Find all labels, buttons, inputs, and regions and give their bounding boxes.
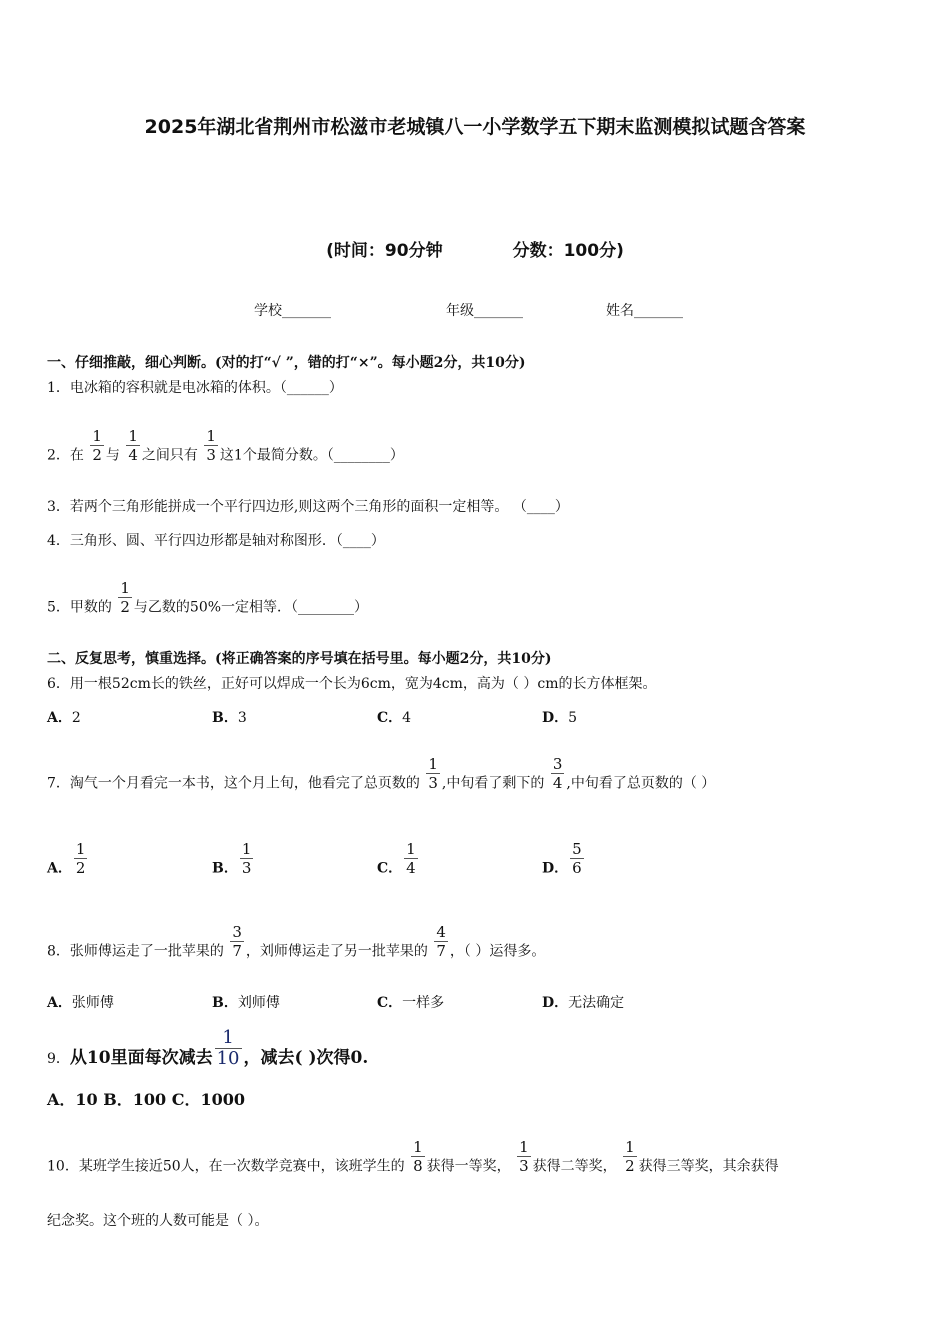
exam-meta (0, 236, 950, 261)
fraction: $\frac{1}{3}$ (428, 755, 438, 792)
q7-option-c: C． $\frac{1}{4}$ (377, 840, 416, 877)
q7-option-d: D． $\frac{5}{6}$ (542, 840, 582, 877)
section-2-heading: 二、反复思考，慎重选择。(将正确答案的序号填在括号里。每小题2分，共10分) (47, 651, 552, 667)
q6-option-a: A．2 (47, 710, 81, 726)
fraction: $\frac{1}{8}$ (413, 1138, 423, 1175)
q7-option-b: B． $\frac{1}{3}$ (212, 840, 252, 877)
fraction: $\frac{3}{4}$ (552, 755, 563, 792)
q8-option-a: A．张师傅 (47, 995, 114, 1011)
page-title: 2025年湖北省荆州市松滋市老城镇八一小学数学五下期末监测模拟试题含答案 (144, 116, 806, 138)
question-6: 6．用一根52cm长的铁丝，正好可以焊成一个长为6cm，宽为4cm，高为（ ）cm的长方体框架。 (47, 676, 657, 692)
q8-option-c: C．一样多 (377, 995, 445, 1011)
question-2: 2．在 $\frac{1}{2}$ 与 $\frac{1}{4}$ 之间只有 $\frac{1}{3}$ 这1个最简分数。（________） (47, 427, 404, 464)
section-1-heading: 一、仔细推敲，细心判断。(对的打“√ ”，错的打“×”。每小题2分，共10分) (47, 355, 526, 371)
q8-option-d: D．无法确定 (542, 995, 625, 1011)
question-4: 4．三角形、圆、平行四边形都是轴对称图形．（____） (47, 533, 385, 549)
fraction: $\frac{3}{7}$ (232, 923, 242, 960)
question-9: 9．从10里面每次减去 $\frac{1}{10}$ ，减去( )次得0. (47, 1027, 369, 1069)
total-score: 分数：100分) (512, 241, 624, 261)
fraction: $\frac{1}{3}$ (519, 1138, 529, 1175)
question-5: 5．甲数的 $\frac{1}{2}$ 与乙数的50%一定相等．（________） (47, 579, 369, 616)
q6-option-c: C．4 (377, 710, 412, 726)
question-7: 7．淘气一个月看完一本书，这个月上旬，他看完了总页数的 $\frac{1}{3}$ ,中旬看了剩下的 $\frac{3}{4}$ ,中旬看了总页数的（ ） (47, 755, 716, 792)
q6-option-d: D．5 (542, 710, 578, 726)
fraction: $\frac{1}{2}$ (92, 427, 102, 464)
question-3: 3．若两个三角形能拼成一个平行四边形,则这两个三角形的面积一定相等。 （____） (47, 499, 569, 515)
fraction: $\frac{1}{3}$ (206, 427, 216, 464)
fraction: $\frac{1}{2}$ (625, 1138, 635, 1175)
question-10-line-2: 纪念奖。这个班的人数可能是（ ）。 (47, 1213, 269, 1229)
q7-option-a: A． $\frac{1}{2}$ (47, 840, 86, 877)
fraction: $\frac{1}{4}$ (128, 427, 138, 464)
name-field: 姓名_______ (606, 303, 683, 319)
fraction: $\frac{1}{2}$ (120, 579, 130, 616)
fraction: $\frac{1}{10}$ (216, 1027, 240, 1069)
q6-option-b: B．3 (212, 710, 247, 726)
q9-options: A．10 B．100 C．1000 (47, 1090, 246, 1109)
grade-field: 年级_______ (446, 303, 523, 319)
question-10: 10．某班学生接近50人，在一次数学竞赛中，该班学生的 $\frac{1}{8}$ 获得一等奖， $\frac{1}{3}$ 获得二等奖， $\frac{1}{2}$ 获得三等奖，其余获得 (47, 1138, 779, 1175)
school-field: 学校_______ (254, 303, 331, 319)
fraction: $\frac{4}{7}$ (436, 923, 446, 960)
q8-option-b: B．刘师傅 (212, 995, 280, 1011)
question-1: 1．电冰箱的容积就是电冰箱的体积。（______） (47, 380, 343, 396)
question-8: 8．张师傅运走了一批苹果的 $\frac{3}{7}$ ，刘师傅运走了另一批苹果的 $\frac{4}{7}$ ，（ ）运得多。 (47, 923, 546, 960)
time-limit: (时间：90分钟 (326, 241, 443, 261)
